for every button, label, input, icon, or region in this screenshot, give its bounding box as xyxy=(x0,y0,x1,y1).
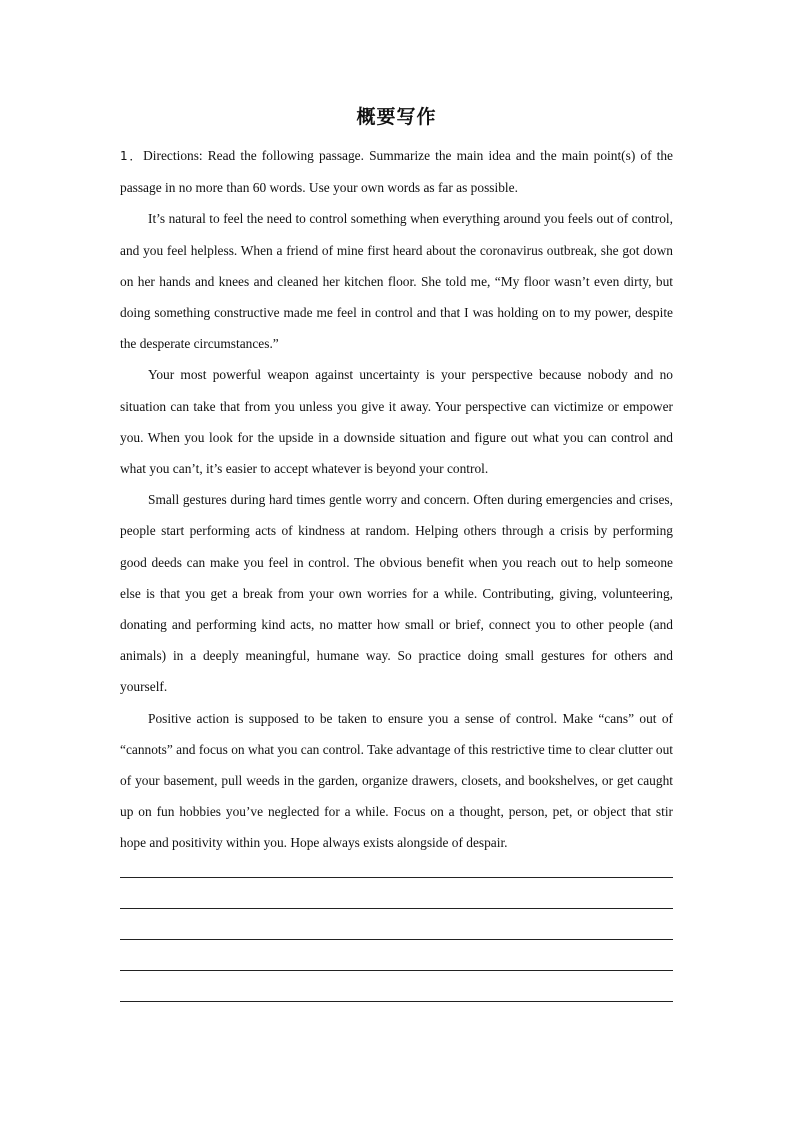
answer-line[interactable] xyxy=(120,908,673,909)
answer-line[interactable] xyxy=(120,1001,673,1002)
directions-paragraph xyxy=(120,140,673,203)
answer-line[interactable] xyxy=(120,877,673,878)
passage-paragraph-2: Your most powerful weapon against uncertainty is your perspective because nobody and no situation can take that from you unless you give it away. Your perspective can victimize or empower you. When you look for the upside in a downside situation and figure out what you can control and what you can’t, it’s easier to accept whatever is beyond your control. xyxy=(120,367,673,477)
worksheet-page xyxy=(120,0,673,1123)
answer-line[interactable] xyxy=(120,939,673,940)
question-number: 1． xyxy=(120,149,144,163)
directions-text: Directions: Read the following passage. Summarize the main idea and the main point(s) of the passage in no more than 60 words. Use your own words as far as possible. xyxy=(120,148,673,196)
answer-line[interactable] xyxy=(120,970,673,971)
answer-area[interactable] xyxy=(120,877,673,1032)
question-block xyxy=(120,140,673,859)
passage-paragraph-1: It’s natural to feel the need to control something when everything around you feels out of control, and you feel helpless. When a friend of mine first heard about the coronavirus outbreak, she got down on her hands and knees and cleaned her kitchen floor. She told me, “My floor wasn’t even dirty, but doing something constructive made me feel in control and that I was holding on to my power, despite the desperate circumstances.” xyxy=(120,211,673,352)
passage-paragraph-4: Positive action is supposed to be taken to ensure you a sense of control. Make “cans” out of “cannots” and focus on what you can control. Take advantage of this restrictive time to clear clutter out of your basement, pull weeds in the garden, organize drawers, closets, and bookshelves, or get caught up on fun hobbies you’ve neglected for a while. Focus on a thought, person, pet, or object that stir hope and positivity within you. Hope always exists alongside of despair. xyxy=(120,710,673,851)
passage-paragraph-3: Small gestures during hard times gentle worry and concern. Often during emergencies and crises, people start performing acts of kindness at random. Helping others through a crisis by performing good deeds can make you feel in control. The obvious benefit when you reach out to help someone else is that you get a break from your own worries for a while. Contributing, giving, volunteering, donating and performing kind acts, no matter how small or brief, connect you to other people (and animals) in a deeply meaningful, humane way. So practice doing small gestures for others and yourself. xyxy=(120,492,673,695)
page-title: 概要写作 xyxy=(356,106,437,128)
passage xyxy=(120,203,673,858)
